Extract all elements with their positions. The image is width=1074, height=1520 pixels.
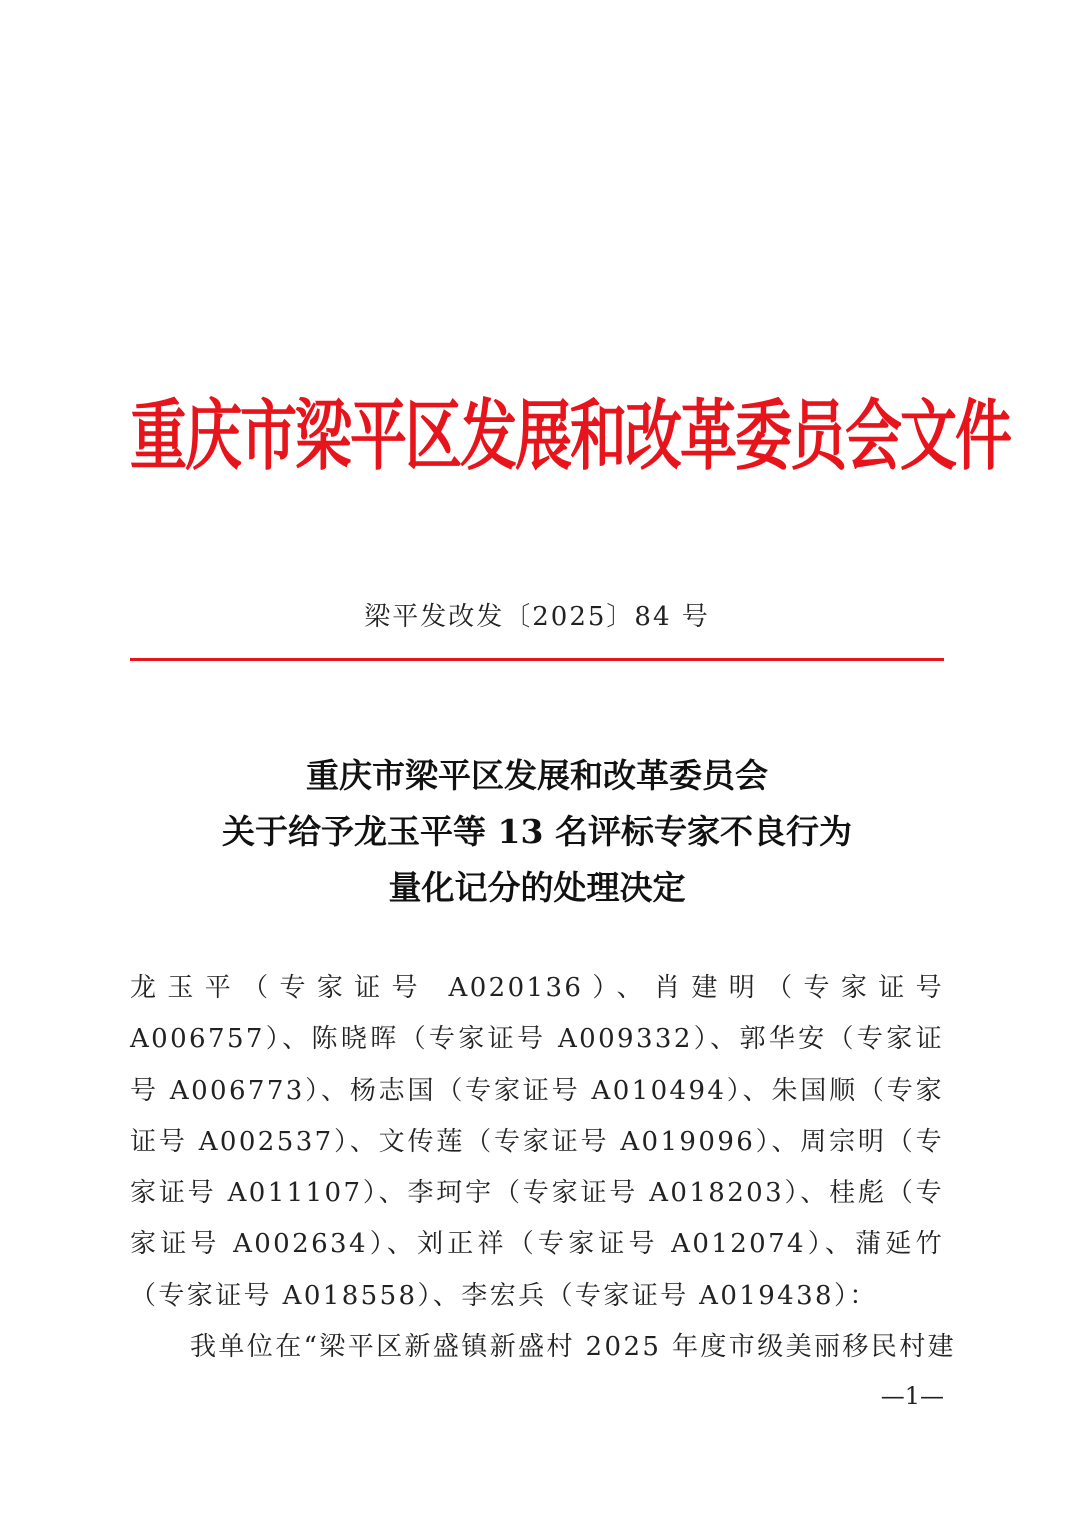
title-line-3: 量化记分的处理决定 xyxy=(388,868,686,907)
document-number: 梁平发改发〔2025〕84 号 xyxy=(364,602,710,632)
addressee-list: 龙玉平（专家证号 A020136）、肖建明（专家证号 A006757）、陈晓晖（专家证号 A009332）、郭华安（专家证号 A006773）、杨志国（专家证号 A010494）、朱国顺（专家证号 A002537）、文传莲（专家证号 A019096）、周宗明（专家证号 A011107）、李珂宇（专家证号 A018203）、桂彪（专家证号 A002634）、刘正祥（专家证号 A012074）、蒲延竹（专家证号 A018558）、李宏兵（专家证号 A019438）： xyxy=(130,973,944,1311)
red-separator-line xyxy=(130,658,944,661)
document-title xyxy=(130,748,944,916)
document-red-header: 重庆市梁平区发展和改革委员会文件 xyxy=(130,392,1010,482)
page-number: —1— xyxy=(880,1382,944,1410)
body-paragraph: 我单位在“梁平区新盛镇新盛村 2025 年度市级美丽移民村建 xyxy=(190,1332,956,1362)
title-line-2: 关于给予龙玉平等 13 名评标专家不良行为 xyxy=(222,812,852,851)
title-line-1: 重庆市梁平区发展和改革委员会 xyxy=(306,756,768,795)
